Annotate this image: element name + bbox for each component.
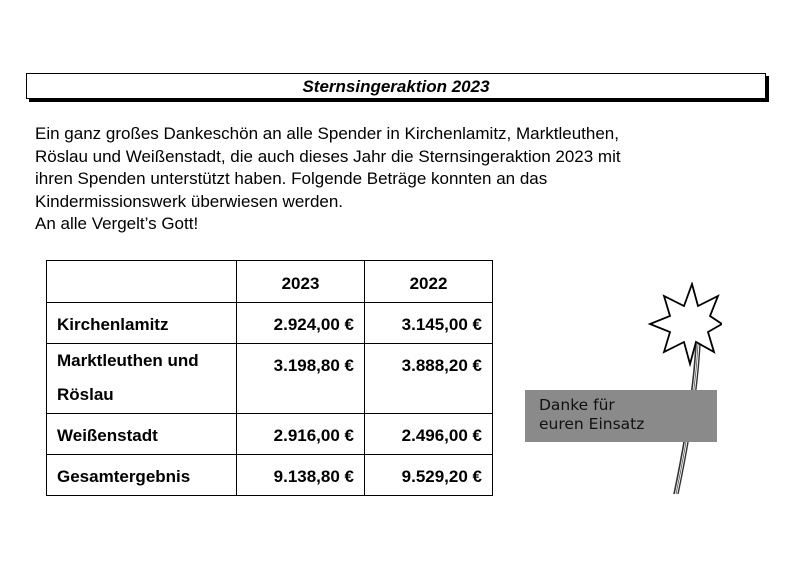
badge-line: Danke für	[539, 396, 615, 414]
table-row-total	[47, 455, 493, 496]
page-title: Sternsingeraktion 2023	[26, 73, 766, 99]
header-cell-2022: 2022	[365, 261, 493, 303]
place-line: Röslau	[57, 385, 114, 404]
amount-2023-cell: 2.916,00 €	[237, 414, 365, 455]
place-cell: Kirchenlamitz	[47, 303, 237, 344]
donations-table	[46, 260, 493, 496]
header-cell-place	[47, 261, 237, 303]
table-row	[47, 414, 493, 455]
intro-line: ihren Spenden unterstützt haben. Folgende Beträge konnten an das	[35, 169, 548, 188]
place-cell	[47, 344, 237, 414]
amount-2023-cell: 9.138,80 €	[237, 455, 365, 496]
intro-line: Röslau und Weißenstadt, die auch dieses Jahr die Sternsingeraktion 2023 mit	[35, 146, 621, 166]
star-icon	[650, 284, 722, 364]
intro-line: Ein ganz großes Dankeschön an alle Spender in Kirchenlamitz, Marktleuthen,	[35, 124, 619, 143]
thanks-badge	[525, 390, 717, 442]
table-row	[47, 344, 493, 414]
place-cell: Weißenstadt	[47, 414, 237, 455]
amount-2022-cell: 3.888,20 €	[365, 344, 493, 414]
table-row	[47, 303, 493, 344]
amount-2022-cell: 2.496,00 €	[365, 414, 493, 455]
header-cell-2023: 2023	[237, 261, 365, 303]
intro-line: Kindermissionswerk überwiesen werden.	[35, 191, 344, 211]
badge-line: euren Einsatz	[539, 415, 645, 433]
place-cell: Gesamtergebnis	[47, 455, 237, 496]
place-line: Marktleuthen und	[57, 351, 199, 370]
amount-2022-cell: 9.529,20 €	[365, 455, 493, 496]
amount-2022-cell: 3.145,00 €	[365, 303, 493, 344]
amount-2023-cell: 3.198,80 €	[237, 344, 365, 414]
amount-2023-cell: 2.924,00 €	[237, 303, 365, 344]
intro-paragraph	[35, 123, 765, 236]
table-header-row	[47, 261, 493, 303]
intro-line: An alle Vergelt’s Gott!	[35, 214, 199, 233]
